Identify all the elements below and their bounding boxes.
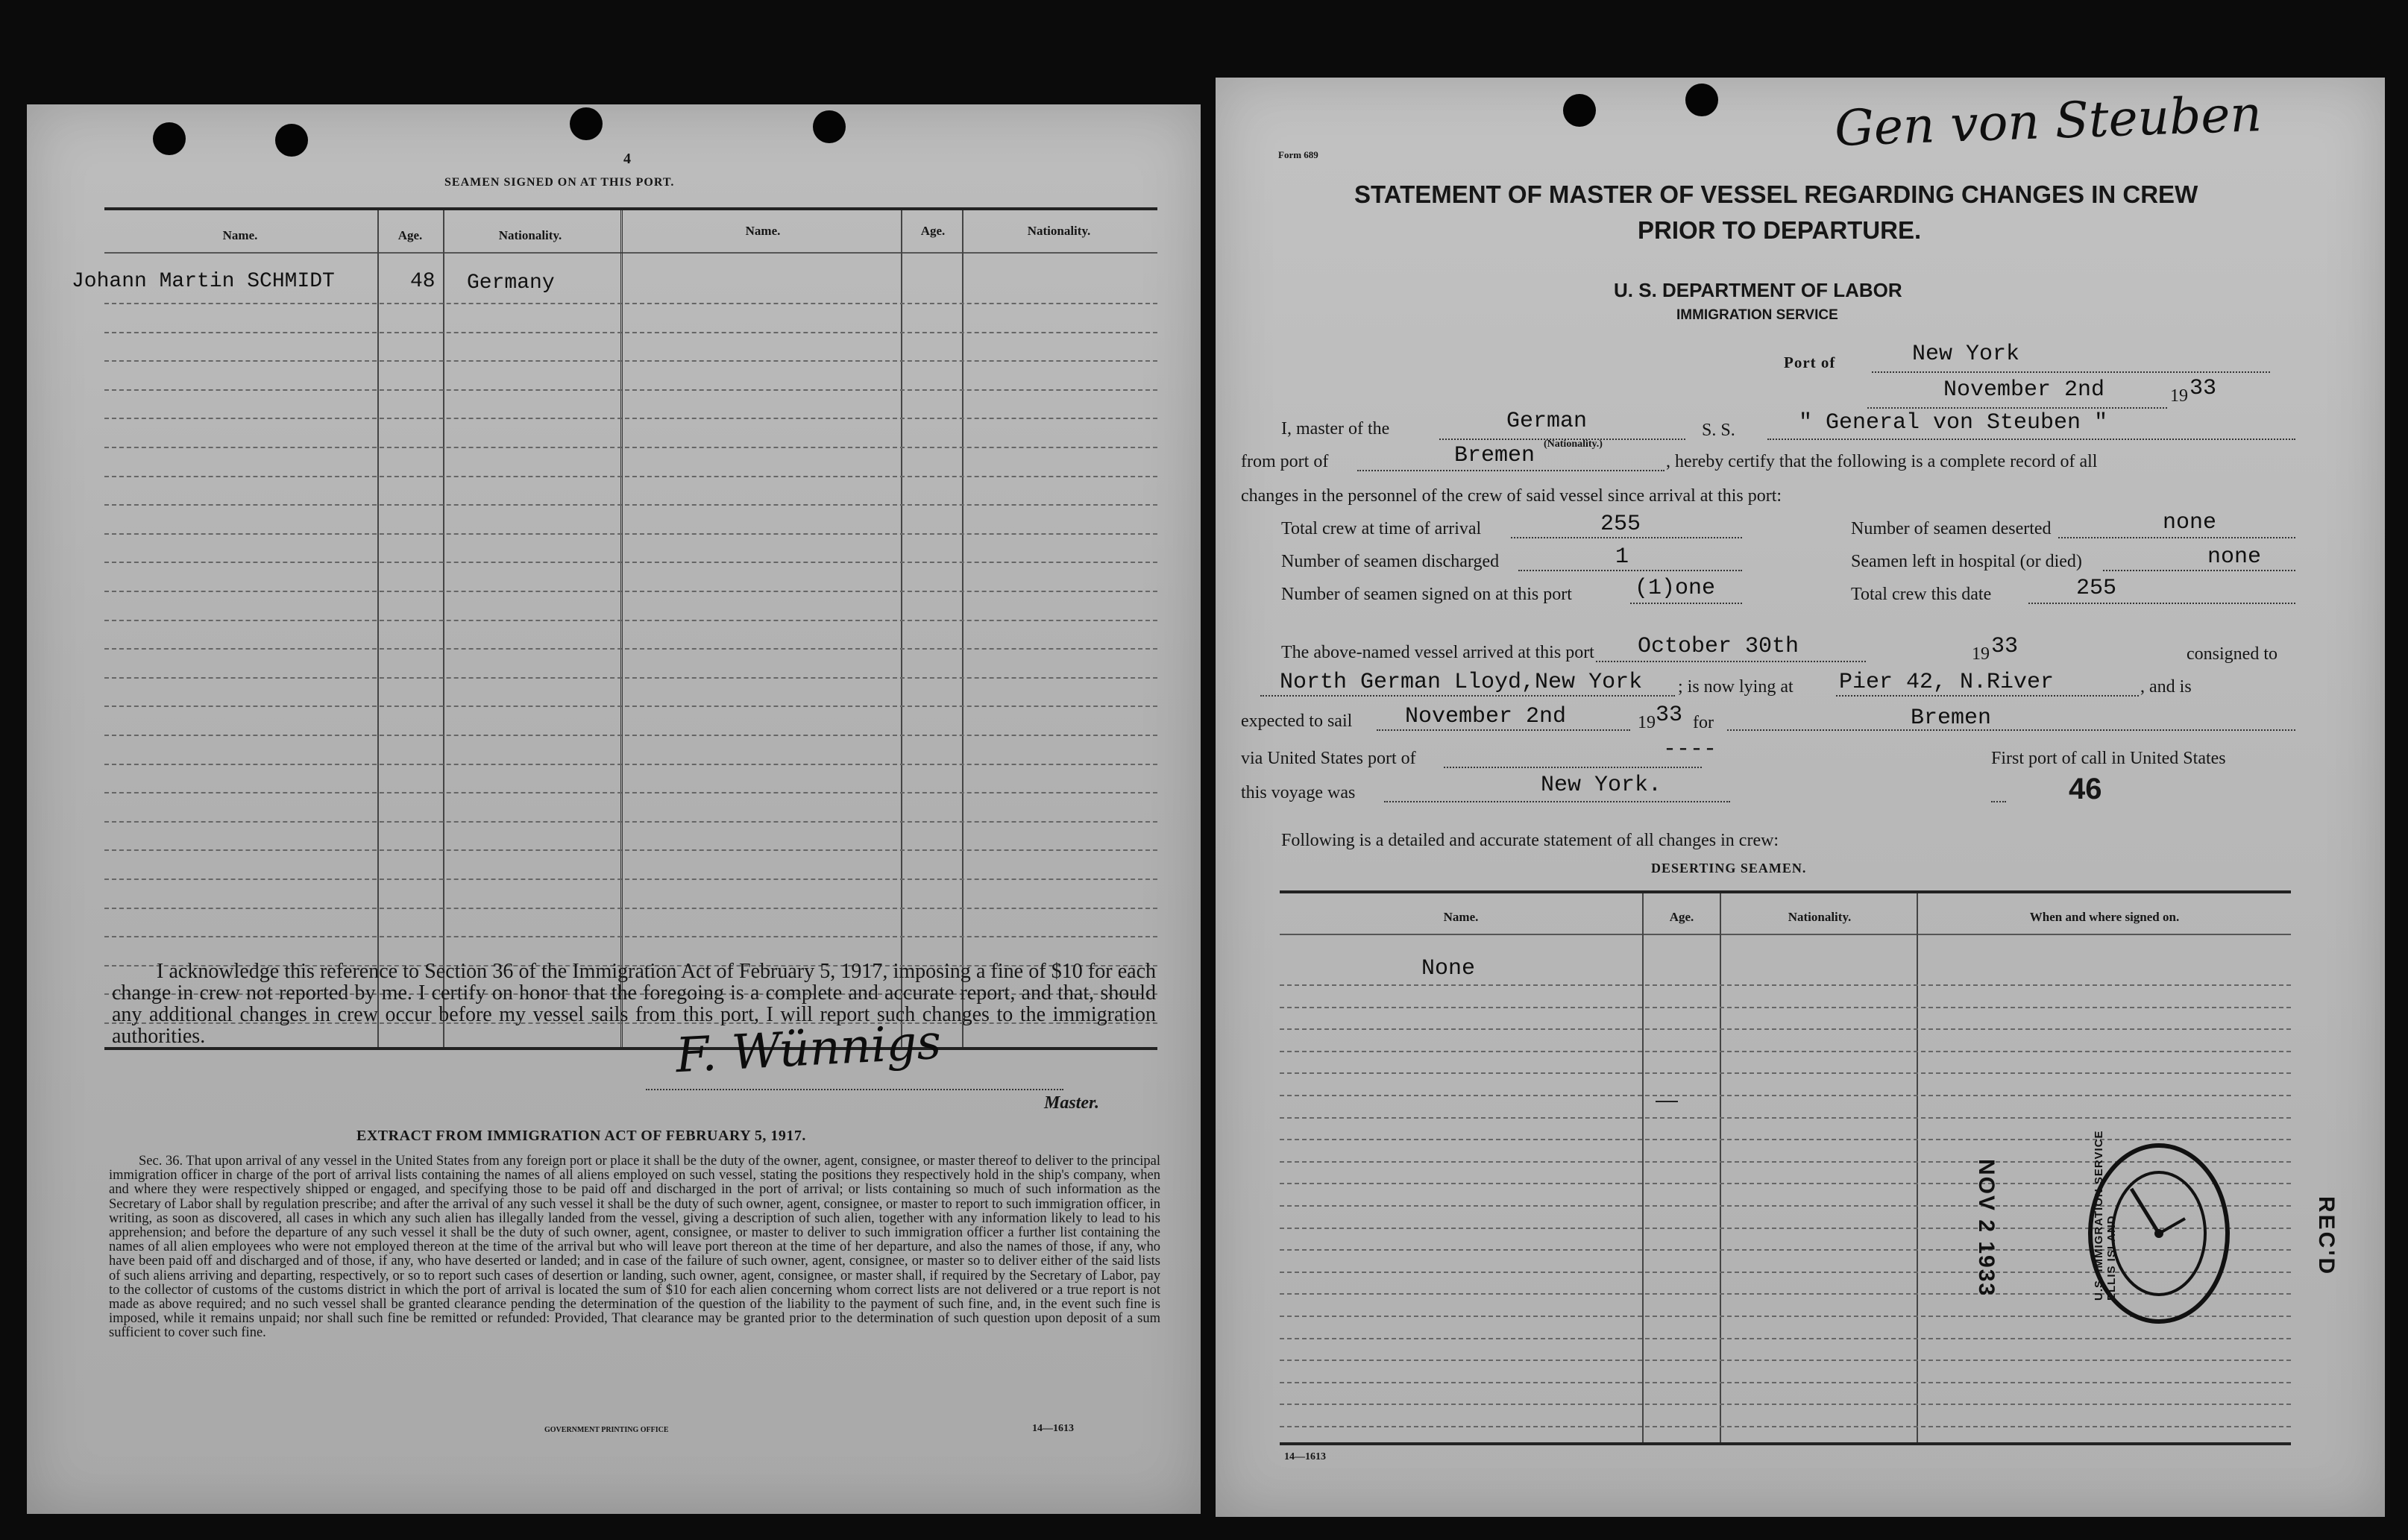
- extract-title: EXTRACT FROM IMMIGRATION ACT OF FEBRUARY 5, 1917.: [356, 1128, 806, 1144]
- following-text: Following is a detailed and accurate statement of all changes in crew:: [1281, 831, 1779, 850]
- table-row-line: [104, 591, 1157, 592]
- table-row-line: [104, 792, 1157, 793]
- desert-table-bottom: [1280, 1442, 2291, 1445]
- via-label: via United States port of: [1241, 749, 1416, 768]
- for-value: Bremen: [1911, 705, 1992, 731]
- table-row-line: [104, 418, 1157, 419]
- table-bottom-rule: [104, 1047, 1157, 1050]
- column-divider: [962, 210, 963, 1049]
- voyage-underline: [1384, 801, 1730, 802]
- desert-col-name: Name.: [1443, 910, 1479, 924]
- table-row-line: [104, 447, 1157, 448]
- stamp-ring-text: U.S. IMMIGRATION SERVICE ELLIS ISLAND: [2093, 1130, 2118, 1301]
- table-row-line: [104, 303, 1157, 304]
- arrived-underline: [1596, 661, 1866, 662]
- received-stamp: REC'D: [2314, 1196, 2339, 1277]
- received-date-stamp: NOV 2 1933: [1974, 1159, 1999, 1298]
- discharged-underline: [1518, 570, 1742, 571]
- sail-value: November 2nd: [1405, 704, 1567, 729]
- hospital-value: none: [2207, 544, 2262, 570]
- col-header-age: Age.: [397, 228, 423, 242]
- table-row-line: [104, 735, 1157, 736]
- column-divider: [377, 210, 379, 1049]
- punch-hole: [1685, 84, 1718, 116]
- dash-mark: [1656, 1101, 1678, 1102]
- col-header-age-2: Age.: [920, 224, 946, 238]
- year-prefix: 19: [2170, 386, 2188, 406]
- arrived-year-prefix: 19: [1972, 644, 1990, 664]
- table-row-line: [104, 648, 1157, 650]
- total-crew-arrival-underline: [1511, 537, 1742, 538]
- table-row-line: [104, 849, 1157, 851]
- total-crew-arrival-label: Total crew at time of arrival: [1281, 519, 1482, 538]
- table-row-line: [104, 504, 1157, 506]
- table-row-line: [104, 389, 1157, 391]
- consignee-value: North German Lloyd,New York: [1280, 670, 1643, 695]
- handwritten-vessel-note: Gen von Steuben: [1833, 85, 2263, 157]
- desert-row-line: [1280, 1338, 2291, 1339]
- sail-label: expected to sail: [1241, 711, 1353, 731]
- punch-hole: [275, 124, 308, 157]
- seaman-age: 48: [410, 270, 436, 293]
- desert-row-line: [1280, 984, 2291, 986]
- table-row-line: [104, 533, 1157, 535]
- from-port-underline: [1357, 470, 1664, 471]
- punch-hole: [813, 110, 846, 143]
- via-value: ----: [1663, 737, 1717, 762]
- desert-row-line: [1280, 1404, 2291, 1405]
- column-divider: [443, 210, 444, 1049]
- desert-row-line: [1280, 1426, 2291, 1427]
- desert-row-line: [1280, 1051, 2291, 1052]
- total-crew-date-underline: [2028, 603, 2295, 604]
- ss-label: S. S.: [1702, 421, 1735, 440]
- for-underline: [1727, 729, 2295, 731]
- punch-hole: [153, 122, 186, 155]
- date-value: November 2nd: [1943, 377, 2105, 403]
- signed-on-label: Number of seamen signed on at this port: [1281, 585, 1572, 604]
- for-label: for: [1693, 713, 1714, 732]
- department: U. S. DEPARTMENT OF LABOR: [1614, 279, 1902, 301]
- hospital-underline: [2103, 570, 2295, 571]
- discharged-label: Number of seamen discharged: [1281, 552, 1500, 571]
- table-row-line: [104, 332, 1157, 333]
- right-page: [1216, 78, 2385, 1517]
- table-row-line: [104, 705, 1157, 707]
- year-value: 33: [2189, 376, 2217, 401]
- lying-underline: [1836, 695, 2139, 697]
- desert-row-line: [1280, 1072, 2291, 1074]
- lying-value: Pier 42, N.River: [1839, 670, 2055, 695]
- desert-col-nationality: Nationality.: [1788, 910, 1852, 924]
- table-row-line: [104, 476, 1157, 477]
- desert-row-line: [1280, 1360, 2291, 1361]
- table-row-line: [104, 360, 1157, 362]
- total-crew-date-value: 255: [2076, 576, 2117, 601]
- form-title: STATEMENT OF MASTER OF VESSEL REGARDING CHANGES IN CREW: [1354, 180, 2198, 208]
- table-row-line: [104, 821, 1157, 823]
- and-is-text: , and is: [2140, 677, 2192, 697]
- printer-mark: GOVERNMENT PRINTING OFFICE: [544, 1426, 669, 1434]
- deserted-label: Number of seamen deserted: [1851, 519, 2052, 538]
- consignee-underline: [1260, 695, 1675, 697]
- desert-table-top: [1280, 890, 2291, 893]
- voyage-value: New York.: [1541, 773, 1662, 798]
- service: IMMIGRATION SERVICE: [1676, 307, 1838, 323]
- table-row-line: [104, 879, 1157, 880]
- sail-year-value: 33: [1656, 703, 1683, 728]
- lying-label: ; is now lying at: [1678, 677, 1794, 697]
- master-caption: Master.: [1044, 1093, 1100, 1113]
- nationality-value: German: [1506, 409, 1588, 434]
- certify-text: , hereby certify that the following is a complete record of all: [1666, 452, 2098, 471]
- col-header-nationality-2: Nationality.: [1027, 224, 1091, 238]
- desert-row-line: [1280, 1095, 2291, 1096]
- table-row-line: [104, 908, 1157, 909]
- total-crew-arrival-value: 255: [1600, 512, 1641, 537]
- deserting-title: DESERTING SEAMEN.: [1651, 861, 1807, 876]
- seaman-name: Johann Martin SCHMIDT: [72, 270, 335, 293]
- table-row-line: [104, 620, 1157, 621]
- signed-on-value: (1)one: [1635, 576, 1716, 601]
- table-row-line: [104, 936, 1157, 937]
- desert-row-line: [1280, 1028, 2291, 1030]
- date-underline: [1867, 407, 2167, 409]
- extract-text: Sec. 36. That upon arrival of any vessel in the United States from any foreign port or place it shall be the duty of the owner, agent, consignee, or master thereof to deliver to the principal immigration officer in charge of the port of arrival lists containing the names of all aliens employed on such vessel, stating the positions they respectively hold in the ship's company, when and where they were respectively shipped or engaged, and specifying those to be paid off and discharged in the port of arrival; or lists containing so much of such information as the Secretary of Labor shall by regulation prescribe; and after the arrival of any such vessel it shall be the duty of such owner, agent, consignee, or master to report to such immigration officer, in writing, as soon as discovered, all cases in which any such alien has illegally landed from the vessel, giving a description of such alien, together with any information likely to lead to his apprehension; and before the departure of any such vessel it shall be the duty of such owner, agent, consignee, or master to deliver to such immigration officer a further list containing the names of all alien employees who were not employed thereon at the time of the arrival but who will leave port thereon at the time of her departure, and also the names of those, if any, who have been paid off and discharged and of those, if any, who have deserted or landed; and in case of the failure of such owner, agent, consignee, or master so to deliver either of the said lists of such aliens arriving and departing, respectively, or so to report such cases of desertion or landing, such owner, agent, consignee, or master shall, if required by the Secretary of Labor, pay to the collector of customs of the customs district in which the port of arrival is located the sum of $10 for each alien concerning whom correct lists are not delivered or a true report is not made as above required; and no such vessel shall be granted clearance pending the determination of the question of the liability to the payment of such fine, and, in the event such fine is imposed, while it remains unpaid; nor shall such fine be remitted or refunded: Provided, That clearance may be granted prior to the determination of such question upon deposit of a sum sufficient to cover such fine.: [109, 1154, 1160, 1341]
- form-subtitle: PRIOR TO DEPARTURE.: [1638, 216, 1922, 244]
- signature-line: [646, 1089, 1063, 1090]
- discharged-value: 1: [1615, 544, 1629, 570]
- port-underline: [1872, 371, 2270, 373]
- voyage-label: this voyage was: [1241, 783, 1356, 802]
- table-row-line: [104, 677, 1157, 679]
- col-header-name: Name.: [222, 228, 258, 242]
- desert-header-rule: [1280, 934, 2291, 935]
- left-page: [27, 104, 1201, 1514]
- nationality-caption: (Nationality.): [1544, 439, 1603, 450]
- table-row-line: [104, 562, 1157, 563]
- arrived-year-value: 33: [1991, 634, 2019, 659]
- seaman-nationality: Germany: [467, 271, 555, 295]
- first-port-underline: [1991, 801, 2006, 802]
- vessel-underline: [1767, 439, 2295, 440]
- arrived-value: October 30th: [1638, 634, 1799, 659]
- signed-on-underline: [1630, 603, 1742, 604]
- consigned-label: consigned to: [2187, 644, 2277, 664]
- desert-row-line: [1280, 1007, 2291, 1008]
- via-underline: [1444, 767, 1702, 768]
- table-header-rule: [104, 252, 1157, 254]
- sail-underline: [1377, 729, 1630, 731]
- punch-hole: [570, 107, 603, 140]
- port-value: New York: [1912, 342, 2020, 367]
- total-crew-date-label: Total crew this date: [1851, 585, 1992, 604]
- desert-col-when-where: When and where signed on.: [2029, 910, 2180, 924]
- table-row-line: [104, 764, 1157, 765]
- master-signature: F. Wünnigs: [674, 1014, 943, 1084]
- page-number: 4: [623, 151, 631, 167]
- desert-row-line: [1280, 1117, 2291, 1119]
- changes-text: changes in the personnel of the crew of said vessel since arrival at this port:: [1241, 486, 1782, 506]
- deserting-none: None: [1421, 956, 1476, 981]
- vessel-value: " General von Steuben ": [1799, 410, 2108, 436]
- arrived-label: The above-named vessel arrived at this port: [1281, 643, 1594, 662]
- deserted-underline: [2058, 537, 2295, 538]
- desert-col-age: Age.: [1669, 910, 1694, 924]
- form-label: Form 689: [1278, 149, 1318, 160]
- left-form-code: 14—1613: [1032, 1423, 1074, 1434]
- desert-row-line: [1280, 1382, 2291, 1383]
- right-form-code: 14—1613: [1284, 1451, 1326, 1462]
- first-port-label: First port of call in United States: [1991, 749, 2226, 768]
- sail-year-prefix: 19: [1638, 713, 1656, 732]
- column-divider-double: [620, 210, 623, 1049]
- column-divider: [901, 210, 902, 1049]
- section-title: SEAMEN SIGNED ON AT THIS PORT.: [444, 176, 675, 189]
- from-port-value: Bremen: [1454, 443, 1535, 468]
- hospital-label: Seamen left in hospital (or died): [1851, 552, 2082, 571]
- sheet-number: 46: [2069, 773, 2102, 805]
- master-label: I, master of the: [1281, 419, 1390, 439]
- deserted-value: none: [2163, 510, 2217, 535]
- punch-hole: [1563, 94, 1596, 127]
- col-header-name-2: Name.: [745, 224, 781, 238]
- port-label: Port of: [1784, 353, 1836, 371]
- from-port-label: from port of: [1241, 452, 1329, 471]
- table-top-rule: [104, 207, 1157, 210]
- acknowledgment-text: I acknowledge this reference to Section 36 of the Immigration Act of February 5, 1917, imposing a fine of $10 for each change in crew not reported by me. I certify on honor that the foregoing is a complete and accurate report, and that, should any additional changes in crew occur before my vessel sails from this port, I will report such changes to the immigration authorities.: [112, 960, 1156, 1048]
- col-header-nationality: Nationality.: [498, 228, 562, 242]
